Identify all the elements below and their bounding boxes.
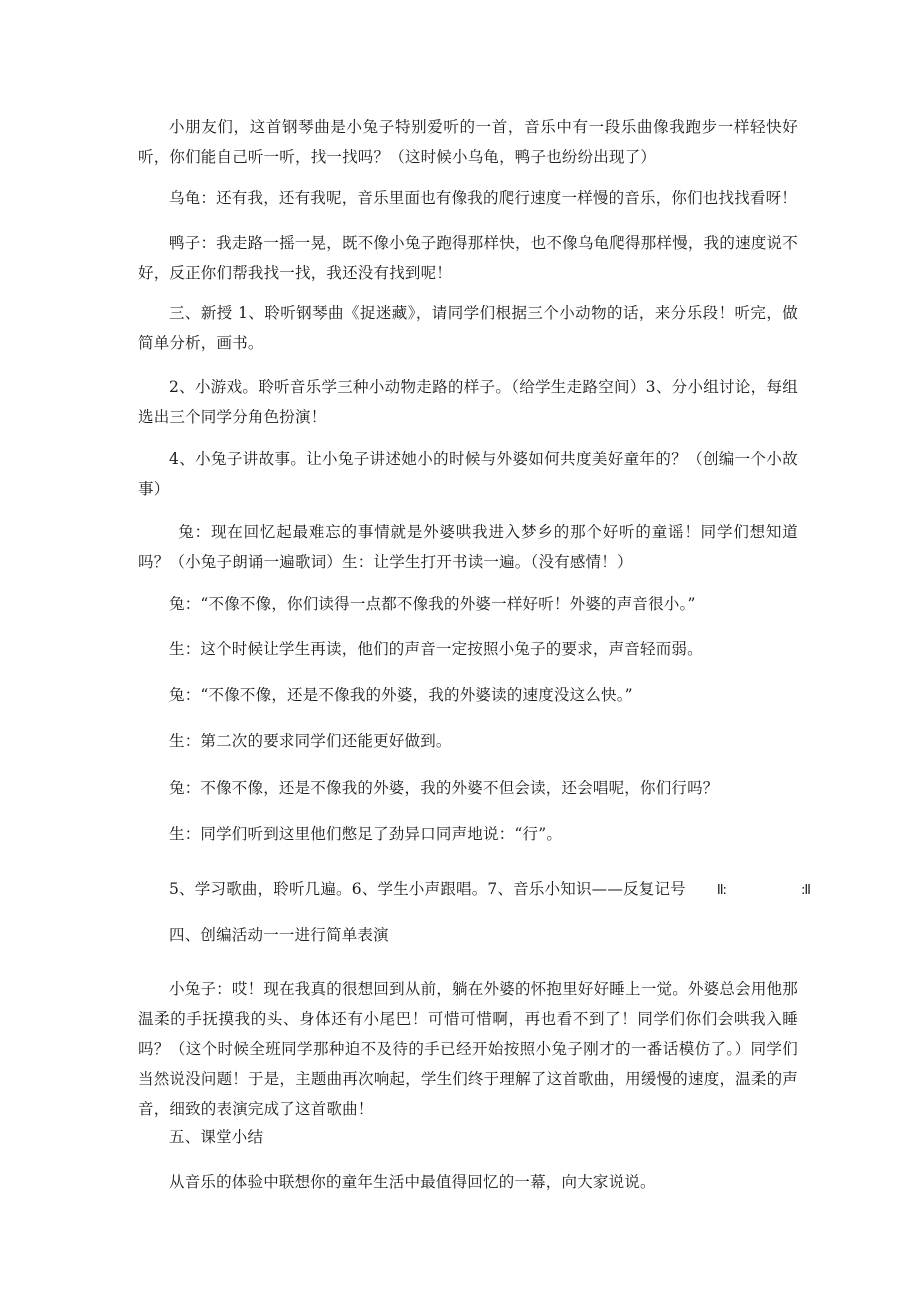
paragraph-rabbit-2: 兔：“不像不像，还是不像我的外婆，我的外婆读的速度没这么快。” — [169, 686, 633, 704]
paragraph-duck: 鸭子：我走路一摇一晃，既不像小兔子跑得那样快，也不像乌龟爬得那样慢，我的速度说不好，反正你们帮我找一找，我还没有找到呢！ — [138, 234, 798, 282]
section5-body: 从音乐的体验中联想你的童年生活中最值得回忆的一幕，向大家说说。 — [169, 1173, 656, 1191]
paragraph-turtle: 乌龟：还有我，还有我呢，音乐里面也有像我的爬行速度一样慢的音乐，你们也找找看呀！ — [169, 189, 798, 207]
paragraph-story: 4、小兔子讲故事。让小兔子讲述她小的时候与外婆如何共度美好童年的？（创编一个小故事） — [138, 450, 798, 498]
section4-body: 小兔子：哎！现在我真的很想回到从前，躺在外婆的怀抱里好好睡上一觉。外婆总会用他那温柔的手抚摸我的头、身体还有小尾巴！可惜可惜啊，再也看不到了！同学们你们会哄我入睡吗？（这个时候全班同学那种迫不及待的手已经开始按照小兔子刚才的一番话模仿了。）同学们当然说没问题！于是，主题曲再次响起，学生们终于理解了这首歌曲，用缓慢的速度，温柔的声音，细致的表演完成了这首歌曲！ — [138, 980, 798, 1118]
paragraph-rabbit-1: 兔：“不像不像，你们读得一点都不像我的外婆一样好听！外婆的声音很小。” — [169, 595, 696, 613]
paragraph-game: 2、小游戏。聆听音乐学三种小动物走路的样子。（给学生走路空间）3、分小组讨论，每组选出三个同学分角色扮演！ — [138, 378, 798, 426]
repeat-start-sign: II: — [716, 883, 726, 898]
paragraph-intro: 小朋友们，这首钢琴曲是小兔子特别爱听的一首，音乐中有一段乐曲像我跑步一样轻快好听，你们能自己听一听，找一找吗？（这时候小乌龟，鸭子也纷纷出现了） — [138, 118, 798, 166]
paragraph-rabbit-3: 兔：不像不像，还是不像我的外婆，我的外婆不但会读，还会唱呢，你们行吗？ — [169, 779, 719, 797]
paragraph-step5 — [138, 874, 811, 906]
section5-heading: 五、课堂小结 — [169, 1128, 264, 1146]
paragraph-student-2: 生：第二次的要求同学们还能更好做到。 — [169, 732, 452, 750]
repeat-end-sign: :II — [800, 883, 811, 898]
paragraph-student-3: 生：同学们听到这里他们憋足了劲异口同声地说：“行”。 — [169, 825, 563, 843]
paragraph-new-lesson: 三、新授 1、聆听钢琴曲《捉迷藏》，请同学们根据三个小动物的话，来分乐段！听完，做简单分析，画书。 — [138, 304, 798, 352]
paragraph-student-1: 生：这个时候让学生再读，他们的声音一定按照小兔子的要求，声音轻而弱。 — [169, 640, 703, 658]
step5-text: 5、学习歌曲，聆听几遍。6、学生小声跟唱。7、音乐小知识——反复记号 — [169, 880, 686, 898]
paragraph-rabbit-memory: 兔：现在回忆起最难忘的事情就是外婆哄我进入梦乡的那个好听的童谣！同学们想知道吗？（小兔子朗诵一遍歌词）生：让学生打开书读一遍。（没有感情！） — [138, 523, 798, 571]
section4-heading: 四、创编活动一一进行简单表演 — [169, 926, 389, 944]
